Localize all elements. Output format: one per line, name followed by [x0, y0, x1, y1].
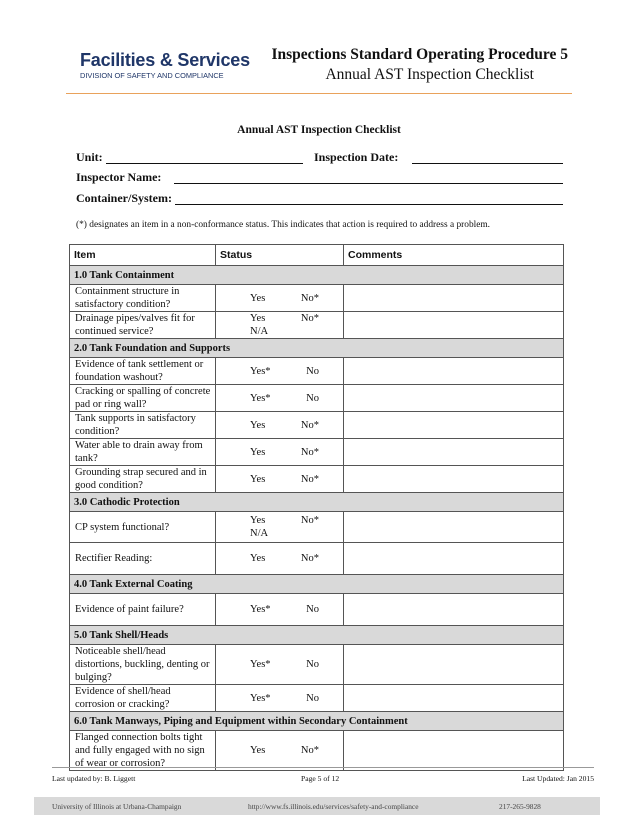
header-comments: Comments	[344, 245, 564, 266]
status-cell	[216, 412, 344, 439]
status-no[interactable]: No*	[300, 473, 319, 485]
comments-cell[interactable]	[344, 358, 564, 385]
section-title: 4.0 Tank External Coating	[70, 575, 564, 594]
status-yes[interactable]: Yes	[250, 446, 266, 458]
item-text: Noticeable shell/head distortions, buckling, denting or bulging?	[70, 645, 216, 685]
table-row	[70, 685, 564, 712]
status-no[interactable]: No	[306, 365, 319, 377]
section-row	[70, 626, 564, 645]
section-title: 3.0 Cathodic Protection	[70, 493, 564, 512]
comments-cell[interactable]	[344, 285, 564, 312]
table-row	[70, 412, 564, 439]
container-system-label: Container/System:	[76, 191, 172, 205]
item-text: Tank supports in satisfactory condition?	[70, 412, 216, 439]
section-title: 5.0 Tank Shell/Heads	[70, 626, 564, 645]
comments-cell[interactable]	[344, 466, 564, 493]
container-system-field[interactable]	[175, 204, 563, 205]
comments-cell[interactable]	[344, 439, 564, 466]
status-no[interactable]: No*	[300, 292, 319, 304]
status-no[interactable]: No*	[300, 313, 319, 324]
comments-cell[interactable]	[344, 412, 564, 439]
status-yes[interactable]: Yes*	[250, 659, 271, 670]
item-text: Evidence of paint failure?	[70, 594, 216, 626]
footer-last-updated-by: Last updated by: B. Liggett	[52, 774, 136, 783]
item-text: Evidence of shell/head corrosion or cracking?	[70, 685, 216, 712]
comments-cell[interactable]	[344, 731, 564, 771]
item-text: Drainage pipes/valves fit for continued service?	[70, 312, 216, 339]
header-status: Status	[216, 245, 344, 266]
section-title: 1.0 Tank Containment	[70, 266, 564, 285]
status-cell	[216, 512, 344, 543]
table-header-row	[70, 245, 564, 266]
status-yes[interactable]: Yes	[250, 515, 266, 526]
table-row	[70, 466, 564, 493]
comments-cell[interactable]	[344, 385, 564, 412]
footer-divider	[52, 767, 594, 768]
table-row	[70, 358, 564, 385]
table-row	[70, 439, 564, 466]
unit-field[interactable]	[106, 163, 303, 164]
comments-cell[interactable]	[344, 312, 564, 339]
item-text: Rectifier Reading:	[70, 543, 216, 575]
status-yes[interactable]: Yes	[250, 419, 266, 431]
section-row	[70, 339, 564, 358]
table-row	[70, 645, 564, 685]
status-no[interactable]: No*	[300, 515, 319, 526]
phone-number: 217-265-9828	[499, 802, 541, 811]
status-cell	[216, 312, 344, 339]
status-yes[interactable]: Yes	[250, 473, 266, 485]
section-title: 2.0 Tank Foundation and Supports	[70, 339, 564, 358]
status-yes[interactable]: Yes	[250, 313, 266, 324]
comments-cell[interactable]	[344, 512, 564, 543]
bottom-contact-bar	[34, 797, 600, 815]
status-na[interactable]: N/A	[250, 326, 269, 337]
header-divider	[66, 93, 572, 94]
table-row	[70, 594, 564, 626]
status-cell	[216, 285, 344, 312]
inspection-date-field[interactable]	[412, 163, 563, 164]
status-no[interactable]: No	[306, 392, 319, 404]
header-title: Inspections Standard Operating Procedure 5	[271, 46, 568, 63]
status-no[interactable]: No*	[300, 745, 319, 756]
comments-cell[interactable]	[344, 594, 564, 626]
item-text: Grounding strap secured and in good condition?	[70, 466, 216, 493]
footer-last-updated: Last Updated: Jan 2015	[522, 774, 594, 783]
status-yes[interactable]: Yes*	[250, 365, 271, 377]
status-na[interactable]: N/A	[250, 528, 269, 539]
status-no[interactable]: No*	[300, 553, 319, 564]
status-cell	[216, 731, 344, 771]
status-cell	[216, 645, 344, 685]
inspection-date-label: Inspection Date:	[314, 150, 399, 164]
nonconformance-note: (*) designates an item in a non-conformance status. This indicates that action is required to address a problem.	[76, 220, 491, 230]
university-name: University of Illinois at Urbana-Champaign	[52, 802, 182, 811]
section-title: 6.0 Tank Manways, Piping and Equipment within Secondary Containment	[70, 712, 564, 731]
status-yes[interactable]: Yes*	[250, 392, 271, 404]
status-no[interactable]: No*	[300, 446, 319, 458]
checklist-table	[69, 244, 564, 771]
section-row	[70, 575, 564, 594]
status-cell	[216, 594, 344, 626]
item-text: Cracking or spalling of concrete pad or ring wall?	[70, 385, 216, 412]
inspector-name-label: Inspector Name:	[76, 170, 162, 184]
item-text: Containment structure in satisfactory condition?	[70, 285, 216, 312]
table-row	[70, 512, 564, 543]
status-cell	[216, 358, 344, 385]
logo-sub-text: DIVISION OF SAFETY AND COMPLIANCE	[80, 71, 224, 80]
table-row	[70, 731, 564, 771]
item-text: CP system functional?	[70, 512, 216, 543]
header-subtitle: Annual AST Inspection Checklist	[325, 66, 534, 83]
table-row	[70, 543, 564, 575]
website-link[interactable]: http://www.fs.illinois.edu/services/safety-and-compliance	[248, 802, 419, 811]
item-text: Evidence of tank settlement or foundation washout?	[70, 358, 216, 385]
comments-cell[interactable]	[344, 543, 564, 575]
status-yes[interactable]: Yes	[250, 553, 266, 564]
status-yes[interactable]: Yes	[250, 292, 266, 304]
item-text: Water able to drain away from tank?	[70, 439, 216, 466]
status-no[interactable]: No	[306, 604, 319, 615]
status-yes[interactable]: Yes*	[250, 692, 271, 704]
table-row	[70, 285, 564, 312]
status-no[interactable]: No*	[300, 419, 319, 431]
footer-page-number: Page 5 of 12	[301, 774, 340, 783]
comments-cell[interactable]	[344, 645, 564, 685]
status-yes[interactable]: Yes*	[250, 604, 271, 615]
comments-cell[interactable]	[344, 685, 564, 712]
facilities-services-logo	[80, 50, 260, 80]
status-cell	[216, 466, 344, 493]
status-no[interactable]: No	[306, 692, 319, 704]
section-row	[70, 493, 564, 512]
header-item: Item	[70, 245, 216, 266]
item-text: Flanged connection bolts tight and fully engaged with no sign of wear or corrosion?	[70, 731, 216, 771]
status-cell	[216, 685, 344, 712]
table-row	[70, 312, 564, 339]
status-cell	[216, 543, 344, 575]
unit-label: Unit:	[76, 150, 103, 164]
document-title: Annual AST Inspection Checklist	[237, 124, 401, 136]
section-row	[70, 266, 564, 285]
status-no[interactable]: No	[306, 659, 319, 670]
status-cell	[216, 439, 344, 466]
status-yes[interactable]: Yes	[250, 745, 266, 756]
logo-main-text: Facilities & Services	[80, 50, 250, 70]
section-row	[70, 712, 564, 731]
inspector-name-field[interactable]	[174, 183, 563, 184]
table-row	[70, 385, 564, 412]
status-cell	[216, 385, 344, 412]
